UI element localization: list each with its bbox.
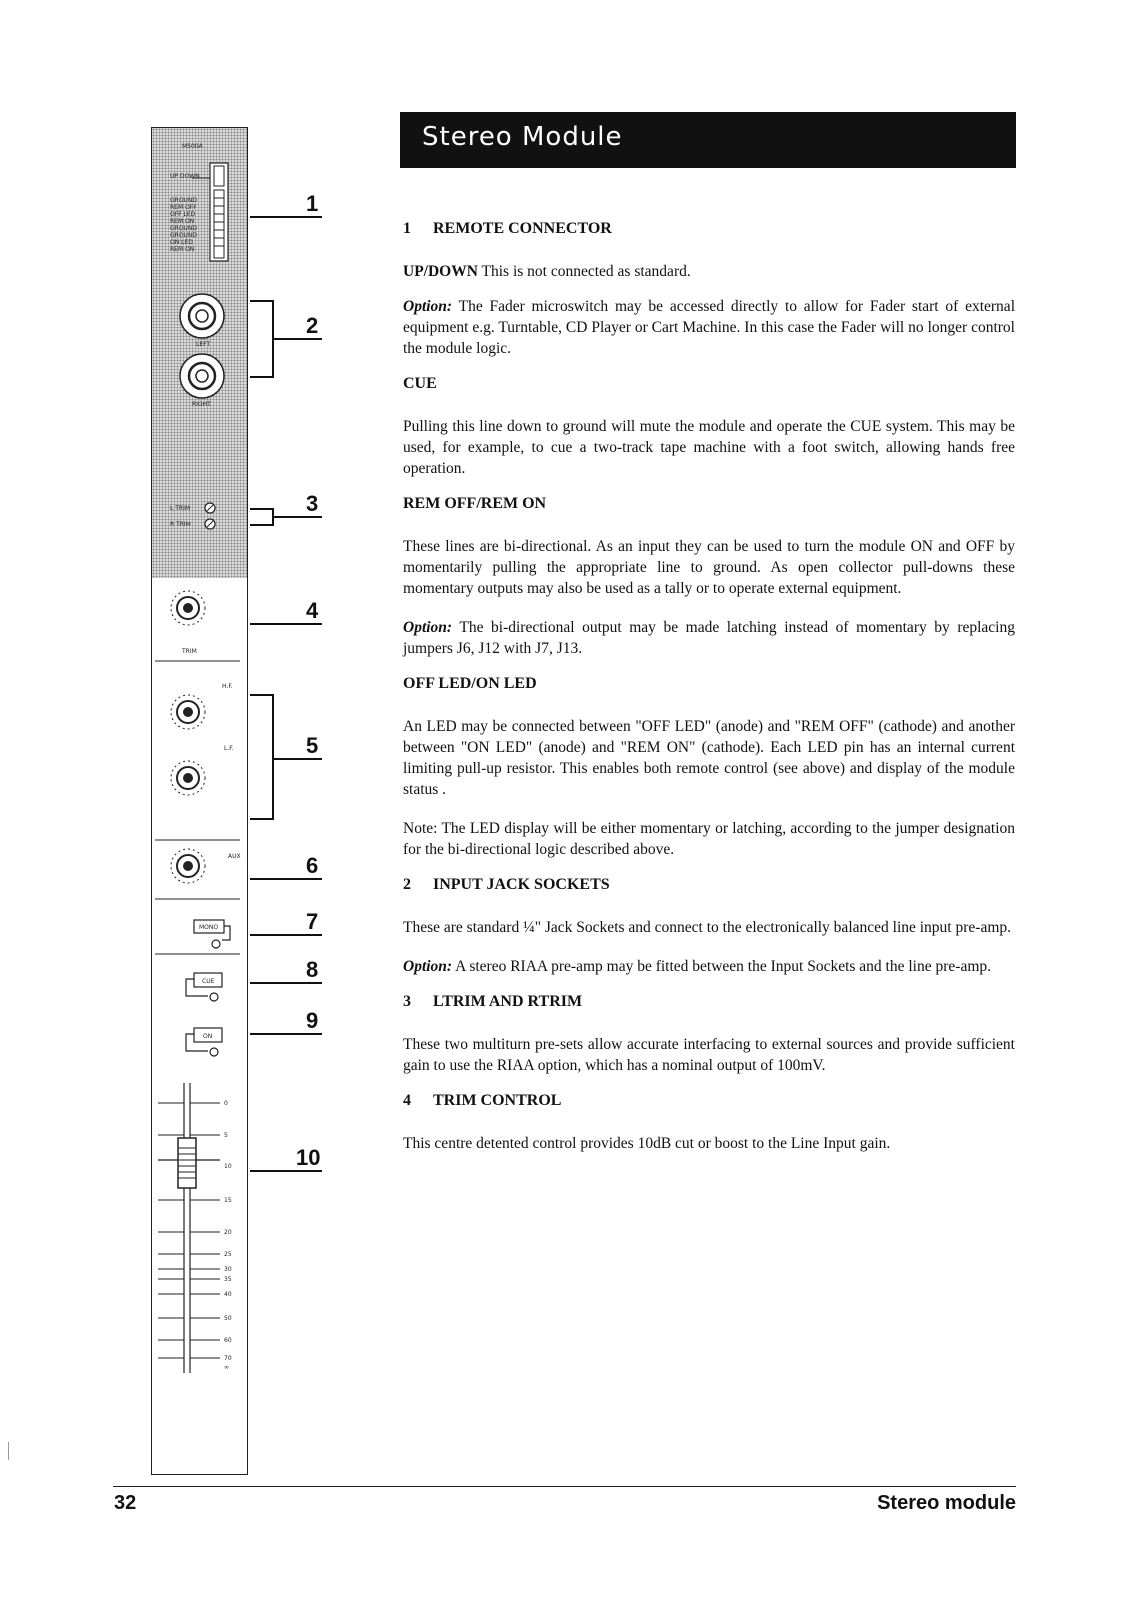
- mono-led-icon: [212, 940, 220, 948]
- cue-label: CUE: [202, 978, 215, 985]
- section-number: 4: [403, 1092, 411, 1109]
- callout-number: 7: [306, 909, 319, 934]
- fader-scale-mark: 60: [224, 1337, 232, 1344]
- fader: [158, 1083, 220, 1373]
- paragraph: An LED may be connected between "OFF LED" (anode) and "REM OFF" (cathode) and another between "ON LED" (anode) and "REM ON" (cathode). Each LED pin has an internal current limiting pull-up resistor. This enables both remote control (see above) and display of the module status .: [403, 718, 1015, 798]
- mono-label: MONO: [199, 924, 219, 931]
- section-heading: [403, 991, 1015, 1012]
- fader-knob: [178, 1138, 196, 1188]
- trim-label: TRIM: [182, 648, 197, 655]
- lf-label: L.F.: [224, 745, 234, 752]
- paragraph: These two multiturn pre-sets allow accurate interfacing to external sources and provide sufficient gain to use the RIAA option, which has a nominal output of 100mV.: [403, 1036, 1015, 1074]
- mono-switch: [194, 920, 230, 948]
- page-title: Stereo Module: [422, 122, 623, 152]
- option-label: Option:: [403, 619, 453, 636]
- fader-scale-mark: 10: [224, 1163, 232, 1170]
- aux-label: AUX: [228, 853, 241, 860]
- option-label: Option:: [403, 298, 453, 315]
- right-jack-label: RIGHT: [192, 401, 211, 408]
- paragraph-text: This is not connected as standard.: [481, 263, 691, 280]
- on-switch: [186, 1028, 222, 1056]
- paragraph: [403, 617, 1015, 659]
- section-heading: [403, 874, 1015, 895]
- pin-label: REM ON: [170, 246, 195, 253]
- fader-scale-mark: 30: [224, 1266, 232, 1273]
- section-title: REMOTE CONNECTOR: [433, 220, 612, 237]
- section-heading: [403, 218, 1015, 239]
- strip-drawing: [152, 128, 249, 1476]
- paragraph: This centre detented control provides 10dB cut or boost to the Line Input gain.: [403, 1135, 891, 1152]
- subheading: REM OFF/REM ON: [403, 495, 547, 512]
- fader-scale-mark: 70: [224, 1355, 232, 1362]
- connector-pin-labels: [170, 197, 197, 253]
- fader-scale-mark: 50: [224, 1315, 232, 1322]
- paragraph-text: The bi-directional output may be made latching instead of momentary by replacing jumpers J6, J12 with J7, J13.: [403, 619, 1015, 657]
- callout-number: 2: [306, 313, 319, 338]
- callout-number: 3: [306, 491, 319, 516]
- paragraph: [403, 956, 1015, 977]
- fader-scale-mark: 35: [224, 1276, 232, 1283]
- section-number: 1: [403, 220, 411, 237]
- section-heading: [403, 1090, 1015, 1111]
- ltrim-label: L TRIM: [170, 505, 191, 512]
- module-strip-diagram: [151, 127, 248, 1475]
- rtrim-label: R TRIM: [170, 521, 191, 528]
- hf-label: H.F.: [222, 683, 233, 690]
- pin-label: ON LED: [170, 239, 193, 246]
- section-number: 3: [403, 993, 411, 1010]
- fader-scale-mark: 20: [224, 1229, 232, 1236]
- pin-label: GROUND: [170, 197, 198, 204]
- paragraph-text: The Fader microswitch may be accessed directly to allow for Fader start of external equipment e.g. Turntable, CD Player or Cart Machine. In this case the Fader will no longer control the module logic.: [403, 298, 1015, 357]
- page-number: 32: [114, 1492, 137, 1514]
- fader-scale-mark: 40: [224, 1291, 232, 1298]
- paragraph: [403, 296, 1015, 359]
- paragraph: Note: The LED display will be either momentary or latching, according to the jumper designation for the bi-directional logic described above.: [403, 820, 1015, 858]
- callout-number: 4: [306, 598, 319, 623]
- section-number: 2: [403, 876, 411, 893]
- pin-label: GROUND: [170, 232, 198, 239]
- section-title: TRIM CONTROL: [433, 1092, 562, 1109]
- footer-title: Stereo module: [877, 1492, 1016, 1514]
- left-jack-socket: [180, 294, 224, 338]
- on-label: ON: [203, 1033, 213, 1040]
- option-label: Option:: [403, 958, 453, 975]
- paragraph: These are standard ¼" Jack Sockets and connect to the electronically balanced line input pre-amp.: [403, 919, 1012, 936]
- cue-led-icon: [210, 993, 218, 1001]
- pin-label: REM ON: [170, 218, 195, 225]
- subheading: OFF LED/ON LED: [403, 675, 537, 692]
- callout-bracket-3: [250, 508, 274, 526]
- subheading: CUE: [403, 375, 437, 392]
- paragraph: [403, 261, 1015, 282]
- callout-number: 10: [296, 1145, 321, 1170]
- section-title: LTRIM AND RTRIM: [433, 993, 583, 1010]
- paragraph: These lines are bi-directional. As an input they can be used to turn the module ON and OFF by momentarily pulling the appropriate line to ground. As open collector pull-downs these momentary outputs may also be used as a tally or to operate external equipment.: [403, 538, 1015, 597]
- left-jack-label: LEFT: [196, 341, 211, 348]
- callout-number: 5: [306, 733, 319, 758]
- section-title: INPUT JACK SOCKETS: [433, 876, 610, 893]
- fader-scale-mark: ∞: [224, 1364, 229, 1371]
- hf-knob-icon: [171, 695, 205, 729]
- aux-knob-icon: [171, 849, 205, 883]
- cue-switch: [186, 973, 222, 1001]
- on-led-icon: [210, 1048, 218, 1056]
- document-body: [403, 218, 1015, 1168]
- page-title-bar: [400, 112, 1016, 168]
- callout-number: 8: [306, 957, 319, 982]
- pin-label: GROUND: [170, 225, 198, 232]
- callout-number: 9: [306, 1008, 319, 1033]
- callout-number: 1: [306, 191, 319, 216]
- paragraph: Pulling this line down to ground will mute the module and operate the CUE system. This may be used, for example, to cue a two-track tape machine with a foot switch, allowing hands free operation.: [403, 418, 1015, 477]
- fader-scale-mark: 15: [224, 1197, 232, 1204]
- pin-label: OFF LED: [170, 211, 196, 218]
- paragraph-text: A stereo RIAA pre-amp may be fitted between the Input Sockets and the line pre-amp.: [455, 958, 992, 975]
- updown-label: UP DOWN: [170, 173, 200, 180]
- trim-knob-icon: [171, 591, 205, 625]
- lf-knob-icon: [171, 761, 205, 795]
- fader-scale-mark: 5: [224, 1132, 228, 1139]
- fader-scale-mark: 25: [224, 1251, 232, 1258]
- callout-bracket-5: [250, 694, 274, 820]
- fader-scale-mark: 0: [224, 1100, 228, 1107]
- term-label: UP/DOWN: [403, 263, 478, 280]
- callout-bracket-2: [250, 300, 274, 378]
- callout-number: 6: [306, 853, 319, 878]
- footer-rule: [113, 1486, 1016, 1487]
- model-label: M500A: [182, 143, 203, 150]
- right-jack-socket: [180, 354, 224, 398]
- margin-mark: [8, 1442, 9, 1460]
- pin-label: REM OFF: [170, 204, 197, 211]
